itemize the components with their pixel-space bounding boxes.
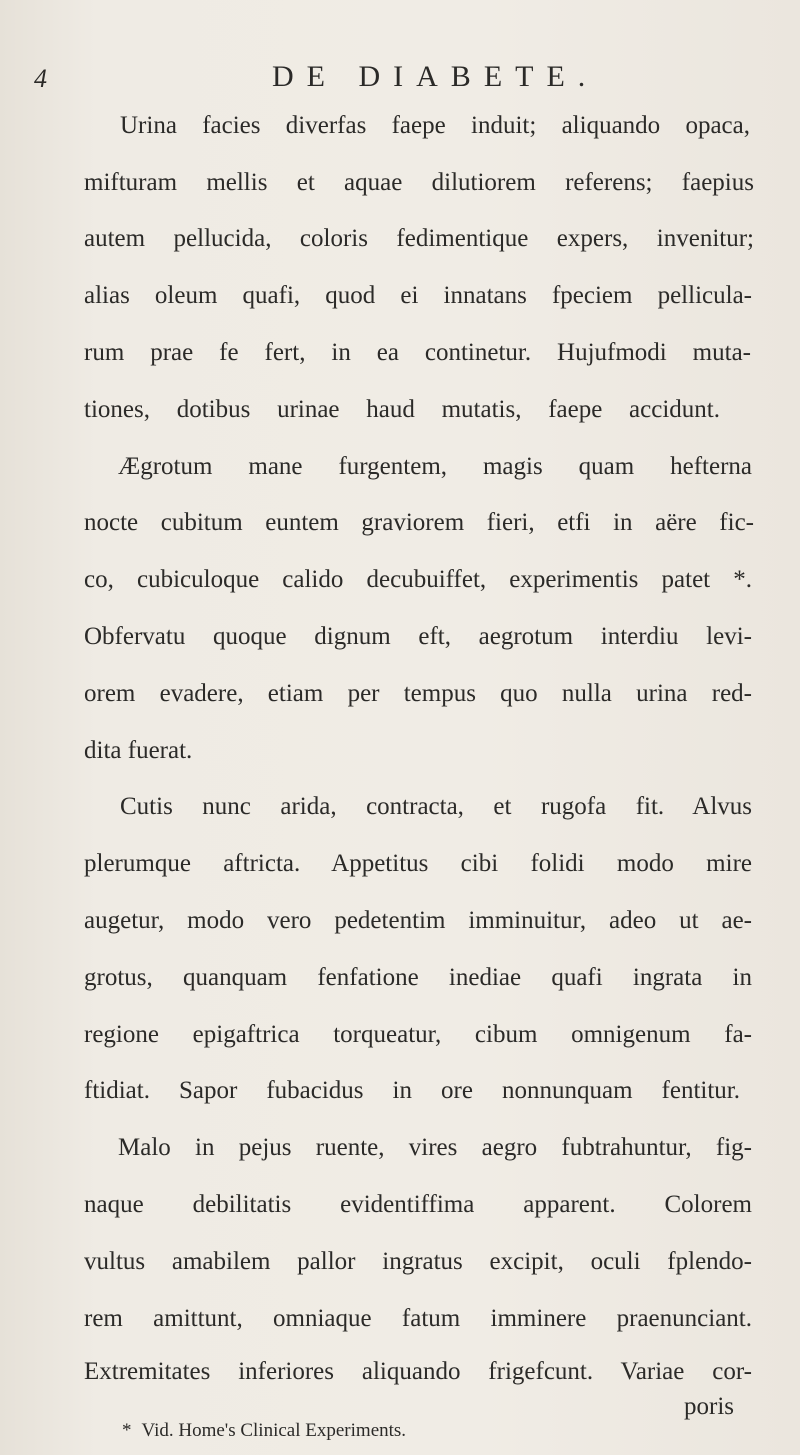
text-line: dita fuerat. bbox=[84, 737, 193, 764]
text-line: Extremitates inferiores aliquando frigefcunt. Variae cor- bbox=[84, 1358, 752, 1385]
text-line: ftidiat. Sapor fubacidus in ore nonnunquam fentitur. bbox=[84, 1077, 740, 1104]
page-number: 4 bbox=[34, 64, 47, 93]
text-line: nocte cubitum euntem graviorem fieri, etfi in aëre fic- bbox=[84, 509, 754, 536]
text-line: alias oleum quafi, quod ei innatans fpeciem pellicula- bbox=[84, 282, 752, 309]
running-head: DE DIABETE. bbox=[272, 60, 599, 93]
text-line: rum prae fe fert, in ea continetur. Hujufmodi muta- bbox=[84, 339, 751, 366]
text-line: regione epigaftrica torqueatur, cibum omnigenum fa- bbox=[84, 1021, 752, 1048]
page-header bbox=[0, 58, 800, 98]
text-line: Obfervatu quoque dignum eft, aegrotum interdiu levi- bbox=[84, 623, 752, 650]
text-line: grotus, quanquam fenfatione inediae quafi ingrata in bbox=[84, 964, 752, 991]
catchword: poris bbox=[684, 1393, 734, 1420]
text-line: autem pellucida, coloris fedimentique expers, invenitur; bbox=[84, 225, 754, 252]
text-line: Urina facies diverfas faepe induit; aliquando opaca, bbox=[120, 112, 750, 139]
footnote-text: Vid. Home's Clinical Experiments. bbox=[141, 1420, 407, 1441]
text-line: orem evadere, etiam per tempus quo nulla urina red- bbox=[84, 680, 752, 707]
text-line: co, cubiculoque calido decubuiffet, experimentis patet *. bbox=[84, 566, 752, 593]
footnote-mark: * bbox=[122, 1420, 132, 1441]
text-line: augetur, modo vero pedetentim imminuitur, adeo ut ae- bbox=[84, 907, 752, 934]
text-line: plerumque aftricta. Appetitus cibi folidi modo mire bbox=[84, 850, 752, 877]
text-line: naque debilitatis evidentiffima apparent. Colorem bbox=[84, 1191, 752, 1218]
text-line: rem amittunt, omniaque fatum imminere praenunciant. bbox=[84, 1305, 752, 1332]
text-line: Ægrotum mane furgentem, magis quam hefterna bbox=[118, 453, 752, 480]
text-line: vultus amabilem pallor ingratus excipit, oculi fplendo- bbox=[84, 1248, 752, 1275]
text-line: Malo in pejus ruente, vires aegro fubtrahuntur, fig- bbox=[118, 1134, 752, 1161]
text-line: mifturam mellis et aquae dilutiorem referens; faepius bbox=[84, 169, 754, 196]
text-line: Cutis nunc arida, contracta, et rugofa fit. Alvus bbox=[120, 793, 752, 820]
text-line: tiones, dotibus urinae haud mutatis, faepe accidunt. bbox=[84, 396, 720, 423]
footnote bbox=[122, 1420, 406, 1442]
